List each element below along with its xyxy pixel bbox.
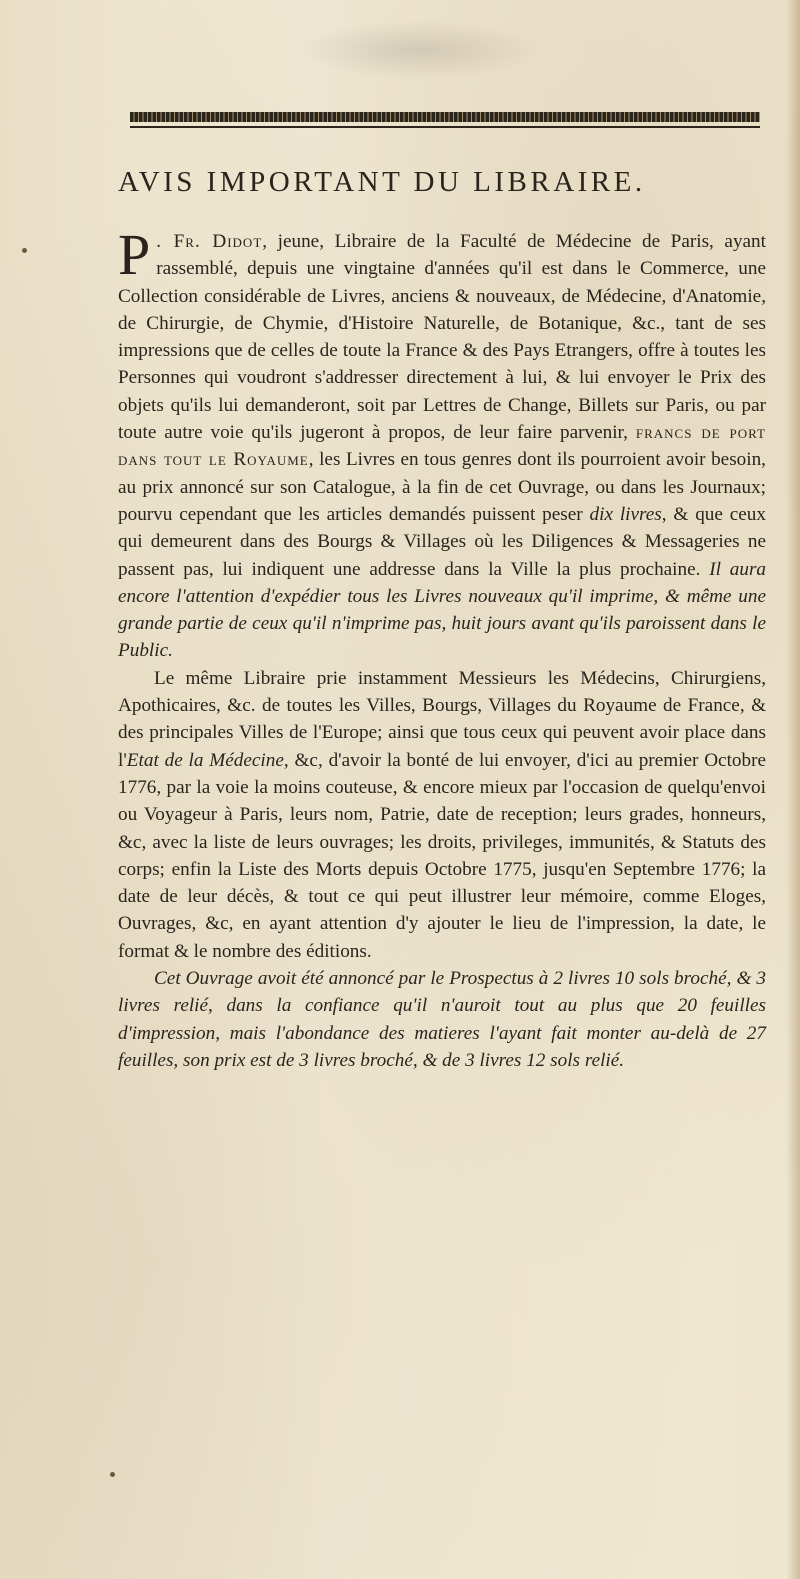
p1-smallcaps: francs de port dans tout le Royaume bbox=[118, 422, 766, 471]
p1-italic-weight: dix livres bbox=[589, 503, 662, 525]
notice-body bbox=[118, 222, 767, 1074]
p1-text-c: , & que ceux qui demeurent dans des Bourgs & Villages où les Diligences & Messageries ne passent pas, lui indiquent une addresse dans la Ville la plus prochaine. bbox=[118, 503, 766, 580]
p2-text-b: , &c, d'avoir la bonté de lui envoyer, d'ici au premier Octobre 1776, par la voie la moins couteuse, & encore mieux par l'occasion de quelqu'envoi ou Voyageur à Paris, leurs nom, Patrie, date de reception; leurs grades, honneurs, &c, avec la liste de leurs ouvrages; les droits, privileges, immunités, & Statuts des corps; enfin la Liste des Morts depuis Octobre 1775, jusqu'en Septembre 1776; la date de leur décès, & tout ce qui peut illustrer leur mémoire, comme Eloges, Ouvrages, &c, en ayant attention d'y ajouter le lieu de l'impression, la date, le format & le nombre des éditions. bbox=[118, 749, 766, 962]
ink-bleed-through bbox=[300, 20, 540, 80]
paragraph-1 bbox=[118, 222, 767, 665]
p1-italic-closing: Il aura encore l'attention d'expédier tous les Livres nouveaux qu'il imprime, & même une grande partie de ceux qu'il n'imprime pas, huit jours avant qu'ils paroissent dans le Public. bbox=[118, 558, 767, 662]
p2-italic-title: Etat de la Médecine bbox=[126, 749, 284, 771]
paragraph-2 bbox=[118, 665, 766, 965]
drop-cap: P bbox=[118, 222, 151, 287]
ornament-band bbox=[130, 112, 760, 122]
paper-speck bbox=[110, 1472, 115, 1477]
p3-text: Cet Ouvrage avoit été annoncé par le Prospectus à 2 livres 10 sols broché, & 3 livres relié, dans la confiance qu'il n'auroit tout au plus que 20 feuilles d'impression, mais l'abondance des matieres l'ayant fait monter au-delà de 27 feuilles, son prix est de 3 livres broché, & de 3 livres 12 sols relié. bbox=[118, 968, 766, 1071]
p1-text-a: , jeune, Libraire de la Faculté de Médecine de Paris, ayant rassemblé, depuis une vingtaine d'années qu'il est dans le Commerce, une Collection considérable de Livres, anciens & nouveaux, de Médecine, d'Anatomie, de Chirurgie, de Chymie, d'Histoire Naturelle, de Botanique, &c., tant de ses impressions que de celles de toute la France & des Pays Etrangers, offre à toutes les Personnes qui voudront s'addresser directement à lui, & lui envoyer le Prix des objets qu'ils lui demanderont, soit par Lettres de Change, Billets sur Paris, ou par toute autre voie qu'ils jugeront à propos, de leur faire parvenir, bbox=[118, 231, 766, 444]
paragraph-3 bbox=[118, 965, 766, 1074]
notice-heading: AVIS IMPORTANT DU LIBRAIRE. bbox=[118, 166, 646, 198]
ornament-rule bbox=[130, 126, 760, 128]
p2-text-a: Le même Libraire prie instamment Messieurs les Médecins, Chirurgiens, Apothicaires, &c. de toutes les Villes, Bourgs, Villages du Royaume de France, & des principales Villes de l'Europe; ainsi que tous ceux qui peuvent avoir place dans l' bbox=[118, 667, 766, 771]
page-edge-shadow bbox=[786, 0, 800, 1579]
publisher-name: . Fr. Didot bbox=[156, 231, 263, 252]
header-ornament bbox=[130, 112, 760, 132]
p1-text-b: , les Livres en tous genres dont ils pourroient avoir besoin, au prix annoncé sur son Catalogue, à la fin de cet Ouvrage, ou dans les Journaux; pourvu cependant que les articles demandés puissent peser bbox=[118, 449, 766, 525]
paper-speck bbox=[22, 248, 27, 253]
